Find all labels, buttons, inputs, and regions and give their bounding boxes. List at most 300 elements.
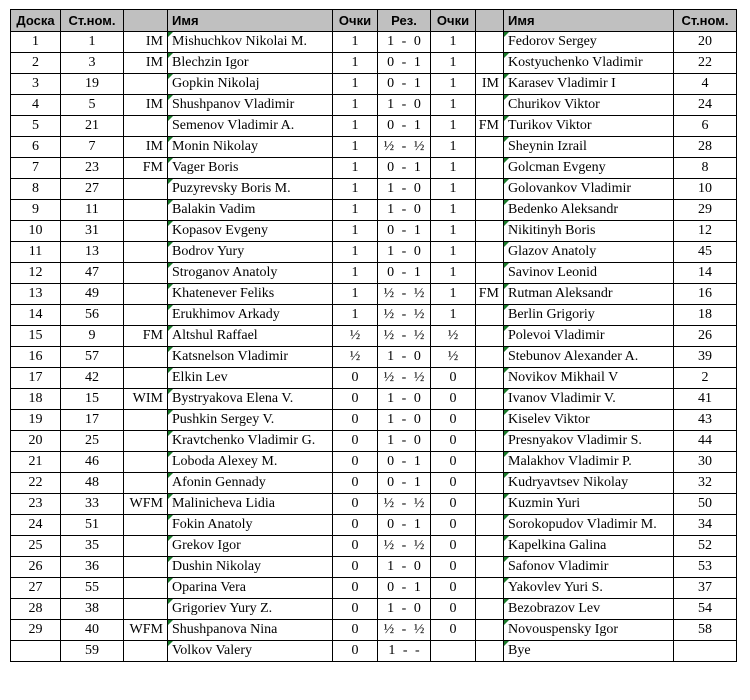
pairings-body [11, 32, 737, 662]
white-player-name: Erukhimov Arkady [168, 305, 333, 326]
white-points: 0 [333, 557, 378, 578]
white-points: 1 [333, 32, 378, 53]
board-number: 24 [11, 515, 61, 536]
black-start-number: 22 [674, 53, 737, 74]
white-player-name: Blechzin Igor [168, 53, 333, 74]
white-title [124, 74, 168, 95]
white-start-number: 25 [61, 431, 124, 452]
black-title [476, 599, 504, 620]
white-player-name: Volkov Valery [168, 641, 333, 662]
black-points: 0 [431, 536, 476, 557]
white-title: WFM [124, 494, 168, 515]
black-start-number: 54 [674, 599, 737, 620]
white-points: 0 [333, 536, 378, 557]
black-points: 1 [431, 158, 476, 179]
black-points: 0 [431, 473, 476, 494]
table-row [11, 221, 737, 242]
black-start-number: 26 [674, 326, 737, 347]
board-number: 7 [11, 158, 61, 179]
black-player-name: Golcman Evgeny [504, 158, 674, 179]
game-result: 1 - 0 [378, 95, 431, 116]
black-start-number: 30 [674, 452, 737, 473]
black-start-number: 28 [674, 137, 737, 158]
white-start-number: 23 [61, 158, 124, 179]
board-number: 21 [11, 452, 61, 473]
black-points: 1 [431, 221, 476, 242]
white-title [124, 242, 168, 263]
white-start-number: 49 [61, 284, 124, 305]
black-start-number: 29 [674, 200, 737, 221]
black-title [476, 452, 504, 473]
white-points: ½ [333, 347, 378, 368]
black-player-name: Stebunov Alexander A. [504, 347, 674, 368]
board-number: 15 [11, 326, 61, 347]
black-player-name: Savinov Leonid [504, 263, 674, 284]
table-row [11, 431, 737, 452]
white-player-name: Khatenever Feliks [168, 284, 333, 305]
white-title [124, 515, 168, 536]
black-player-name: Yakovlev Yuri S. [504, 578, 674, 599]
black-start-number: 44 [674, 431, 737, 452]
game-result: 0 - 1 [378, 452, 431, 473]
black-player-name: Rutman Aleksandr [504, 284, 674, 305]
table-row [11, 53, 737, 74]
board-number: 14 [11, 305, 61, 326]
white-points: 1 [333, 221, 378, 242]
white-title [124, 431, 168, 452]
black-points: 0 [431, 578, 476, 599]
board-number: 25 [11, 536, 61, 557]
black-start-number: 37 [674, 578, 737, 599]
white-player-name: Shushpanov Vladimir [168, 95, 333, 116]
white-title: WIM [124, 389, 168, 410]
black-points: 0 [431, 389, 476, 410]
header-black-title [476, 10, 504, 32]
table-row [11, 368, 737, 389]
black-start-number: 52 [674, 536, 737, 557]
game-result: 0 - 1 [378, 116, 431, 137]
game-result: 0 - 1 [378, 53, 431, 74]
black-start-number: 43 [674, 410, 737, 431]
board-number: 8 [11, 179, 61, 200]
black-points: 0 [431, 557, 476, 578]
game-result: 0 - 1 [378, 473, 431, 494]
white-player-name: Dushin Nikolay [168, 557, 333, 578]
white-title [124, 452, 168, 473]
black-title [476, 620, 504, 641]
board-number: 22 [11, 473, 61, 494]
black-player-name: Kapelkina Galina [504, 536, 674, 557]
table-row [11, 242, 737, 263]
black-points: ½ [431, 347, 476, 368]
white-player-name: Fokin Anatoly [168, 515, 333, 536]
white-title [124, 473, 168, 494]
black-player-name: Bedenko Aleksandr [504, 200, 674, 221]
black-title [476, 305, 504, 326]
white-start-number: 17 [61, 410, 124, 431]
black-points: 1 [431, 263, 476, 284]
table-row [11, 452, 737, 473]
black-title [476, 431, 504, 452]
header-white-name: Имя [168, 10, 333, 32]
white-player-name: Mishuchkov Nikolai M. [168, 32, 333, 53]
white-player-name: Semenov Vladimir A. [168, 116, 333, 137]
black-points [431, 641, 476, 662]
header-result: Рез. [378, 10, 431, 32]
black-player-name: Ivanov Vladimir V. [504, 389, 674, 410]
board-number: 3 [11, 74, 61, 95]
black-player-name: Kudryavtsev Nikolay [504, 473, 674, 494]
black-start-number: 8 [674, 158, 737, 179]
board-number: 26 [11, 557, 61, 578]
table-row [11, 263, 737, 284]
black-title: FM [476, 116, 504, 137]
black-points: 1 [431, 284, 476, 305]
black-player-name: Kostyuchenko Vladimir [504, 53, 674, 74]
white-points: 0 [333, 389, 378, 410]
board-number: 9 [11, 200, 61, 221]
white-player-name: Vager Boris [168, 158, 333, 179]
table-row [11, 137, 737, 158]
white-player-name: Elkin Lev [168, 368, 333, 389]
black-player-name: Karasev Vladimir I [504, 74, 674, 95]
white-points: 1 [333, 158, 378, 179]
table-row [11, 284, 737, 305]
white-points: 0 [333, 641, 378, 662]
black-start-number: 10 [674, 179, 737, 200]
table-row [11, 389, 737, 410]
white-points: 0 [333, 494, 378, 515]
white-start-number: 13 [61, 242, 124, 263]
black-player-name: Safonov Vladimir [504, 557, 674, 578]
white-start-number: 15 [61, 389, 124, 410]
black-player-name: Glazov Anatoly [504, 242, 674, 263]
black-title [476, 179, 504, 200]
black-points: 1 [431, 74, 476, 95]
white-points: 1 [333, 200, 378, 221]
white-points: 1 [333, 95, 378, 116]
game-result: ½ - ½ [378, 305, 431, 326]
white-start-number: 9 [61, 326, 124, 347]
white-title: IM [124, 137, 168, 158]
black-title [476, 347, 504, 368]
game-result: 0 - 1 [378, 578, 431, 599]
black-title [476, 158, 504, 179]
white-title [124, 557, 168, 578]
black-points: 1 [431, 200, 476, 221]
board-number: 23 [11, 494, 61, 515]
black-points: 1 [431, 242, 476, 263]
game-result: ½ - ½ [378, 368, 431, 389]
black-start-number: 32 [674, 473, 737, 494]
black-points: 1 [431, 116, 476, 137]
white-title [124, 200, 168, 221]
white-start-number: 3 [61, 53, 124, 74]
black-start-number: 12 [674, 221, 737, 242]
header-white-points: Очки [333, 10, 378, 32]
white-title: IM [124, 53, 168, 74]
white-start-number: 33 [61, 494, 124, 515]
table-row [11, 620, 737, 641]
white-points: 1 [333, 179, 378, 200]
white-player-name: Grekov Igor [168, 536, 333, 557]
white-start-number: 51 [61, 515, 124, 536]
black-player-name: Fedorov Sergey [504, 32, 674, 53]
white-player-name: Afonin Gennady [168, 473, 333, 494]
game-result: 1 - 0 [378, 242, 431, 263]
game-result: ½ - ½ [378, 284, 431, 305]
white-player-name: Bystryakova Elena V. [168, 389, 333, 410]
black-start-number: 16 [674, 284, 737, 305]
white-points: 0 [333, 599, 378, 620]
game-result: 1 - 0 [378, 410, 431, 431]
black-title [476, 200, 504, 221]
white-title [124, 410, 168, 431]
table-row [11, 347, 737, 368]
table-row [11, 32, 737, 53]
black-start-number: 18 [674, 305, 737, 326]
white-title [124, 368, 168, 389]
white-player-name: Loboda Alexey M. [168, 452, 333, 473]
table-row [11, 326, 737, 347]
black-title [476, 578, 504, 599]
white-title [124, 536, 168, 557]
black-start-number: 14 [674, 263, 737, 284]
white-points: 1 [333, 263, 378, 284]
black-start-number: 6 [674, 116, 737, 137]
board-number: 2 [11, 53, 61, 74]
table-row [11, 179, 737, 200]
white-player-name: Pushkin Sergey V. [168, 410, 333, 431]
black-title [476, 326, 504, 347]
black-player-name: Turikov Viktor [504, 116, 674, 137]
black-title [476, 557, 504, 578]
header-row [11, 10, 737, 32]
black-player-name: Novikov Mikhail V [504, 368, 674, 389]
board-number: 1 [11, 32, 61, 53]
white-title [124, 116, 168, 137]
white-title [124, 641, 168, 662]
table-row [11, 200, 737, 221]
black-title [476, 515, 504, 536]
white-start-number: 46 [61, 452, 124, 473]
game-result: ½ - ½ [378, 620, 431, 641]
table-row [11, 410, 737, 431]
game-result: 1 - - [378, 641, 431, 662]
white-title: WFM [124, 620, 168, 641]
table-row [11, 494, 737, 515]
black-player-name: Sheynin Izrail [504, 137, 674, 158]
white-player-name: Monin Nikolay [168, 137, 333, 158]
white-start-number: 59 [61, 641, 124, 662]
board-number: 4 [11, 95, 61, 116]
table-row [11, 515, 737, 536]
game-result: 1 - 0 [378, 200, 431, 221]
black-start-number: 39 [674, 347, 737, 368]
table-row [11, 578, 737, 599]
game-result: 0 - 1 [378, 221, 431, 242]
board-number: 29 [11, 620, 61, 641]
board-number: 13 [11, 284, 61, 305]
white-start-number: 47 [61, 263, 124, 284]
black-title [476, 641, 504, 662]
black-player-name: Golovankov Vladimir [504, 179, 674, 200]
white-start-number: 21 [61, 116, 124, 137]
white-player-name: Gopkin Nikolaj [168, 74, 333, 95]
header-white-number: Ст.ном. [61, 10, 124, 32]
black-start-number: 58 [674, 620, 737, 641]
header-white-title [124, 10, 168, 32]
black-title [476, 32, 504, 53]
white-title [124, 263, 168, 284]
white-player-name: Oparina Vera [168, 578, 333, 599]
game-result: ½ - ½ [378, 326, 431, 347]
white-player-name: Malinicheva Lidia [168, 494, 333, 515]
black-title [476, 263, 504, 284]
white-player-name: Stroganov Anatoly [168, 263, 333, 284]
black-title [476, 536, 504, 557]
game-result: 0 - 1 [378, 515, 431, 536]
board-number: 20 [11, 431, 61, 452]
table-row [11, 599, 737, 620]
white-points: 0 [333, 431, 378, 452]
black-points: 1 [431, 179, 476, 200]
white-title [124, 179, 168, 200]
black-points: 0 [431, 452, 476, 473]
table-row [11, 557, 737, 578]
game-result: ½ - ½ [378, 536, 431, 557]
white-points: 0 [333, 410, 378, 431]
header-board: Доска [11, 10, 61, 32]
white-title [124, 347, 168, 368]
black-title [476, 95, 504, 116]
board-number: 5 [11, 116, 61, 137]
black-player-name: Bye [504, 641, 674, 662]
game-result: 1 - 0 [378, 389, 431, 410]
white-player-name: Bodrov Yury [168, 242, 333, 263]
black-points: 0 [431, 620, 476, 641]
black-title [476, 53, 504, 74]
table-row [11, 116, 737, 137]
black-title: IM [476, 74, 504, 95]
black-title [476, 221, 504, 242]
black-start-number: 24 [674, 95, 737, 116]
black-title [476, 410, 504, 431]
white-points: 1 [333, 305, 378, 326]
white-start-number: 48 [61, 473, 124, 494]
white-points: 0 [333, 515, 378, 536]
header-black-number: Ст.ном. [674, 10, 737, 32]
board-number: 28 [11, 599, 61, 620]
white-title [124, 578, 168, 599]
white-start-number: 42 [61, 368, 124, 389]
pairings-table [10, 9, 737, 662]
game-result: 1 - 0 [378, 599, 431, 620]
white-player-name: Kopasov Evgeny [168, 221, 333, 242]
black-start-number: 45 [674, 242, 737, 263]
white-player-name: Puzyrevsky Boris M. [168, 179, 333, 200]
board-number: 11 [11, 242, 61, 263]
black-player-name: Malakhov Vladimir P. [504, 452, 674, 473]
game-result: 1 - 0 [378, 431, 431, 452]
white-start-number: 40 [61, 620, 124, 641]
black-points: 1 [431, 32, 476, 53]
black-title [476, 242, 504, 263]
black-points: 1 [431, 137, 476, 158]
black-player-name: Bezobrazov Lev [504, 599, 674, 620]
white-title [124, 284, 168, 305]
black-points: 1 [431, 53, 476, 74]
board-number: 18 [11, 389, 61, 410]
white-points: 1 [333, 242, 378, 263]
black-player-name: Kuzmin Yuri [504, 494, 674, 515]
black-player-name: Polevoi Vladimir [504, 326, 674, 347]
black-start-number [674, 641, 737, 662]
black-points: 0 [431, 599, 476, 620]
black-title: FM [476, 284, 504, 305]
black-start-number: 41 [674, 389, 737, 410]
table-row [11, 158, 737, 179]
white-points: 1 [333, 74, 378, 95]
board-number [11, 641, 61, 662]
board-number: 10 [11, 221, 61, 242]
header-black-name: Имя [504, 10, 674, 32]
white-title [124, 305, 168, 326]
white-start-number: 27 [61, 179, 124, 200]
game-result: 0 - 1 [378, 74, 431, 95]
black-points: 1 [431, 305, 476, 326]
white-player-name: Kravtchenko Vladimir G. [168, 431, 333, 452]
white-points: 0 [333, 578, 378, 599]
black-start-number: 53 [674, 557, 737, 578]
black-player-name: Berlin Grigoriy [504, 305, 674, 326]
game-result: ½ - ½ [378, 494, 431, 515]
white-points: ½ [333, 326, 378, 347]
white-start-number: 19 [61, 74, 124, 95]
table-row [11, 305, 737, 326]
white-start-number: 1 [61, 32, 124, 53]
black-player-name: Presnyakov Vladimir S. [504, 431, 674, 452]
white-points: 1 [333, 53, 378, 74]
board-number: 12 [11, 263, 61, 284]
black-points: 0 [431, 410, 476, 431]
white-player-name: Shushpanova Nina [168, 620, 333, 641]
white-start-number: 5 [61, 95, 124, 116]
game-result: 1 - 0 [378, 557, 431, 578]
black-points: 0 [431, 368, 476, 389]
black-start-number: 2 [674, 368, 737, 389]
table-row [11, 95, 737, 116]
board-number: 6 [11, 137, 61, 158]
black-start-number: 20 [674, 32, 737, 53]
table-row [11, 74, 737, 95]
white-points: 0 [333, 620, 378, 641]
black-points: 0 [431, 515, 476, 536]
game-result: 1 - 0 [378, 32, 431, 53]
table-row [11, 641, 737, 662]
white-title: FM [124, 326, 168, 347]
black-points: 1 [431, 95, 476, 116]
white-start-number: 57 [61, 347, 124, 368]
white-points: 0 [333, 452, 378, 473]
white-points: 0 [333, 368, 378, 389]
board-number: 16 [11, 347, 61, 368]
white-start-number: 36 [61, 557, 124, 578]
white-title [124, 221, 168, 242]
white-title: FM [124, 158, 168, 179]
white-title [124, 599, 168, 620]
black-start-number: 50 [674, 494, 737, 515]
